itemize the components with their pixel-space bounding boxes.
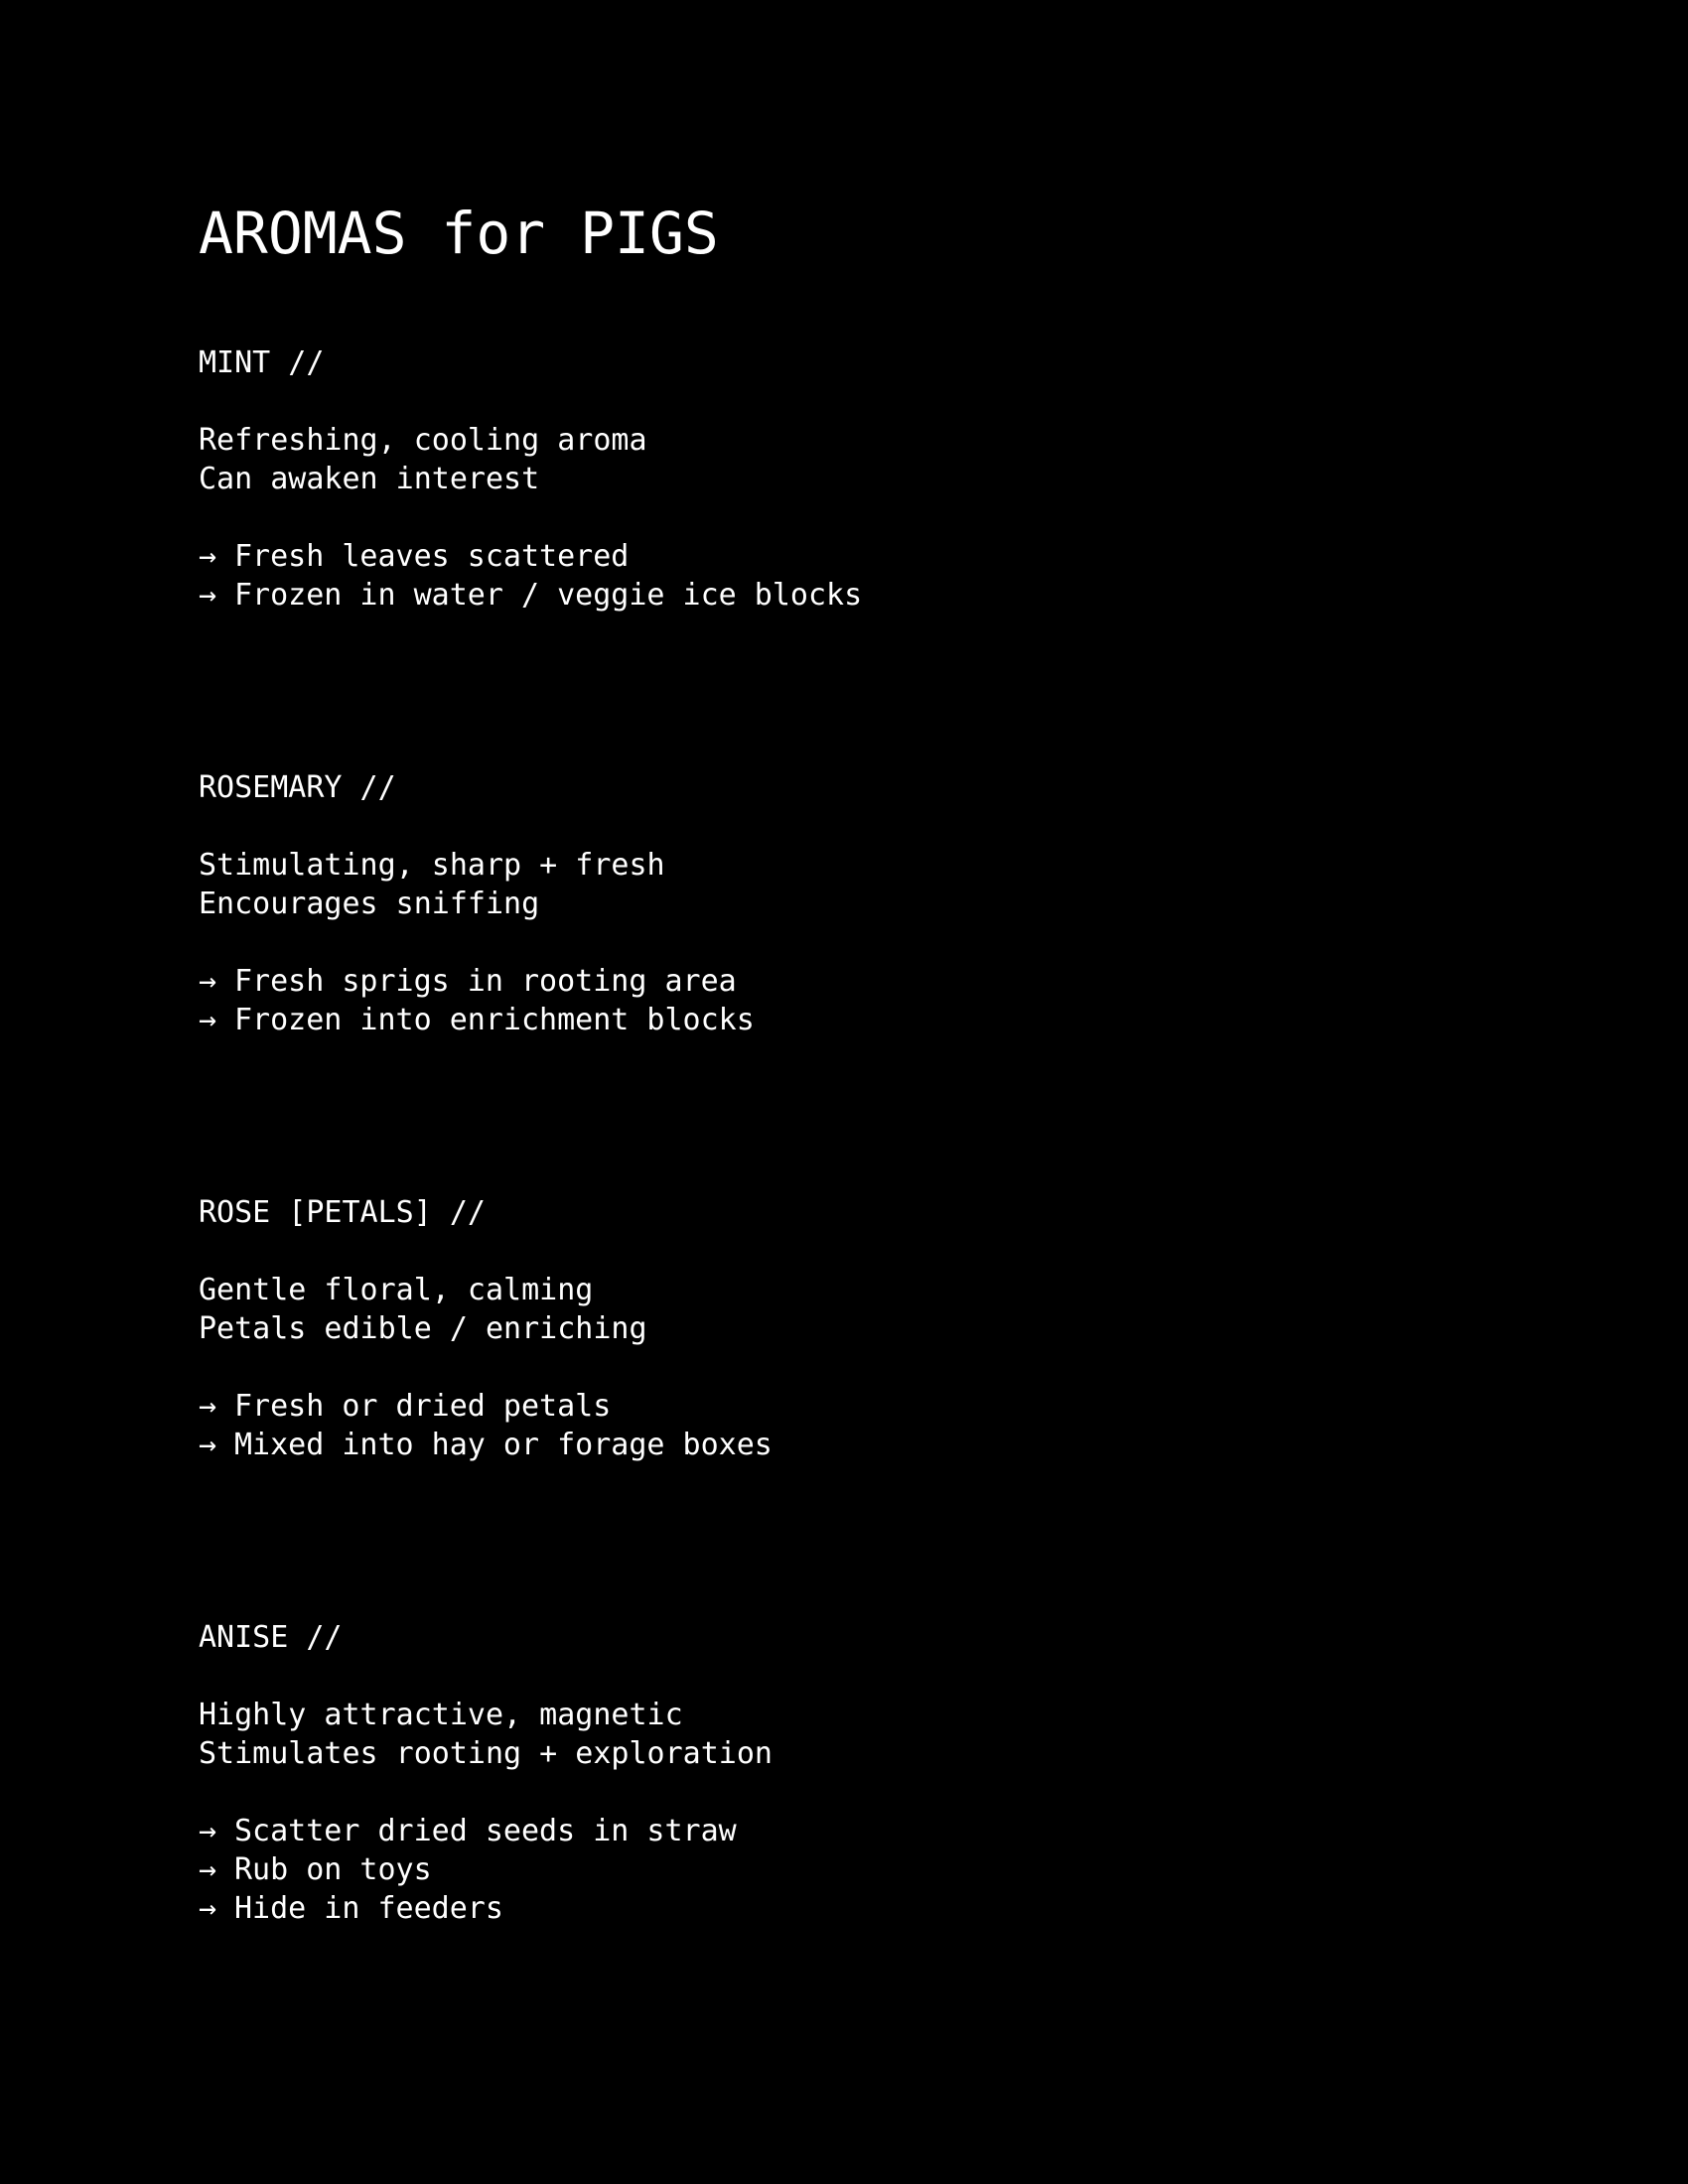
arrow-icon: → (199, 578, 217, 613)
description-line: Refreshing, cooling aroma (199, 423, 647, 458)
description-line: Encourages sniffing (199, 887, 540, 921)
section-heading: ROSEMARY // (199, 770, 396, 805)
arrow-icon: → (199, 964, 217, 999)
use-text: Hide in feeders (234, 1891, 503, 1926)
arrow-icon: → (199, 1814, 217, 1848)
use-text: Frozen into enrichment blocks (234, 1003, 755, 1037)
description-line: Stimulating, sharp + fresh (199, 848, 665, 883)
section-rosemary (199, 768, 862, 1039)
use-text: Rub on toys (234, 1852, 432, 1887)
description-line: Stimulates rooting + exploration (199, 1736, 773, 1771)
page-title: AROMAS for PIGS (199, 200, 719, 267)
use-item (199, 537, 862, 576)
use-text: Frozen in water / veggie ice blocks (234, 578, 863, 613)
use-item (199, 1850, 862, 1889)
use-text: Scatter dried seeds in straw (234, 1814, 737, 1848)
use-item (199, 962, 862, 1001)
description-line: Highly attractive, magnetic (199, 1698, 683, 1732)
arrow-icon: → (199, 1852, 217, 1887)
arrow-icon: → (199, 1428, 217, 1462)
use-item (199, 1001, 862, 1039)
use-text: Fresh leaves scattered (234, 539, 630, 574)
description-line: Gentle floral, calming (199, 1273, 594, 1307)
arrow-icon: → (199, 539, 217, 574)
section-heading: ROSE [PETALS] // (199, 1195, 486, 1230)
section-rose-petals (199, 1193, 862, 1464)
section-mint (199, 343, 862, 614)
use-item (199, 576, 862, 614)
document-content (199, 189, 862, 1928)
use-item (199, 1387, 862, 1426)
use-text: Mixed into hay or forage boxes (234, 1428, 773, 1462)
use-item (199, 1426, 862, 1464)
use-text: Fresh or dried petals (234, 1389, 612, 1424)
use-item (199, 1812, 862, 1850)
section-anise (199, 1618, 862, 1928)
section-heading: ANISE // (199, 1620, 343, 1655)
arrow-icon: → (199, 1891, 217, 1926)
arrow-icon: → (199, 1389, 217, 1424)
arrow-icon: → (199, 1003, 217, 1037)
description-line: Petals edible / enriching (199, 1311, 647, 1346)
use-item (199, 1889, 862, 1928)
use-text: Fresh sprigs in rooting area (234, 964, 737, 999)
description-line: Can awaken interest (199, 462, 540, 496)
section-heading: MINT // (199, 345, 325, 380)
